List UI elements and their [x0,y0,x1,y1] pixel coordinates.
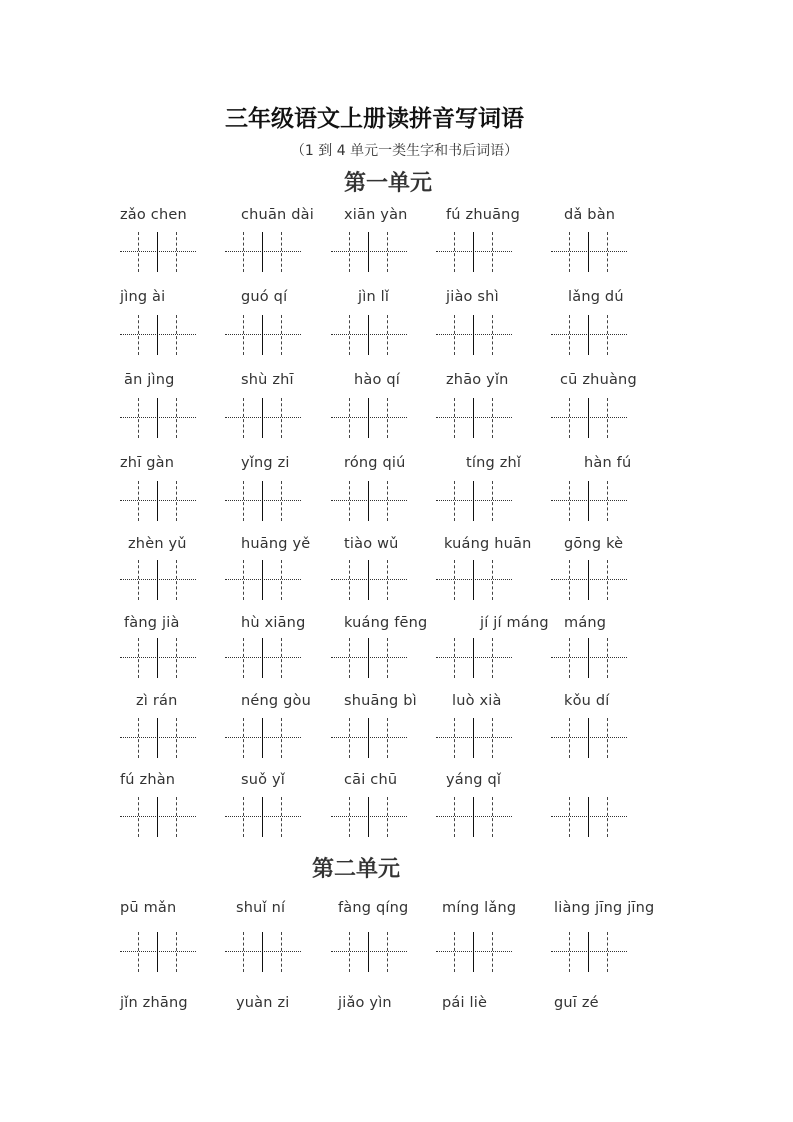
grid-guide-line [262,797,263,837]
pinyin-prompt: jǐn zhāng [120,995,188,1011]
grid-guide-line [387,718,388,758]
grid-guide-line [157,315,158,355]
writing-box[interactable] [551,718,627,758]
grid-guide-line [225,251,301,252]
grid-guide-line [607,232,608,272]
grid-guide-line [473,932,474,972]
grid-guide-line [157,560,158,600]
unit-2-heading: 第二单元 [312,857,401,882]
grid-guide-line [473,398,474,438]
grid-guide-line [157,797,158,837]
writing-box[interactable] [551,797,627,837]
grid-guide-line [607,718,608,758]
writing-box[interactable] [331,718,407,758]
grid-guide-line [588,398,589,438]
grid-guide-line [607,481,608,521]
grid-guide-line [368,315,369,355]
grid-guide-line [262,315,263,355]
pinyin-prompt: pái liè [442,995,488,1011]
grid-guide-line [176,232,177,272]
writing-box[interactable] [436,481,512,521]
grid-guide-line [331,951,407,952]
grid-guide-line [588,560,589,600]
grid-guide-line [281,481,282,521]
grid-guide-line [176,718,177,758]
grid-guide-line [331,500,407,501]
grid-guide-line [387,315,388,355]
grid-guide-line [176,398,177,438]
grid-guide-line [281,232,282,272]
grid-guide-line [473,718,474,758]
grid-guide-line [368,560,369,600]
writing-box[interactable] [331,398,407,438]
grid-guide-line [551,951,627,952]
grid-guide-line [138,481,139,521]
grid-guide-line [387,638,388,678]
writing-box[interactable] [120,718,196,758]
pinyin-prompt: kǒu dí [564,693,610,709]
pinyin-prompt: máng [564,615,607,631]
grid-guide-line [551,657,627,658]
pinyin-prompt: fú zhàn [120,772,176,788]
pinyin-prompt: zì rán [136,693,178,709]
pinyin-prompt: hàn fú [584,455,632,471]
grid-guide-line [569,797,570,837]
grid-guide-line [331,251,407,252]
grid-guide-line [569,232,570,272]
pinyin-prompt: luò xià [452,693,502,709]
grid-guide-line [436,951,512,952]
grid-guide-line [176,932,177,972]
grid-guide-line [138,718,139,758]
writing-box[interactable] [120,232,196,272]
grid-guide-line [138,638,139,678]
pinyin-prompt: hào qí [354,372,400,388]
writing-box[interactable] [120,398,196,438]
grid-guide-line [454,718,455,758]
grid-guide-line [436,251,512,252]
grid-guide-line [349,481,350,521]
grid-guide-line [387,797,388,837]
writing-box[interactable] [225,718,301,758]
grid-guide-line [225,657,301,658]
pinyin-prompt: fàng qíng [338,900,409,916]
pinyin-prompt: míng lǎng [442,900,517,916]
grid-guide-line [387,232,388,272]
grid-guide-line [492,232,493,272]
writing-box[interactable] [436,797,512,837]
grid-guide-line [349,560,350,600]
grid-guide-line [454,315,455,355]
pinyin-prompt: lǎng dú [568,289,624,305]
writing-box[interactable] [331,638,407,678]
worksheet-title: 三年级语文上册读拼音写词语 [225,106,524,132]
grid-guide-line [176,481,177,521]
writing-box[interactable] [225,481,301,521]
grid-guide-line [473,315,474,355]
grid-guide-line [138,797,139,837]
grid-guide-line [243,398,244,438]
grid-guide-line [176,797,177,837]
writing-box[interactable] [120,797,196,837]
worksheet-subtitle: （1 到 4 单元一类生字和书后词语） [290,143,519,159]
grid-guide-line [225,737,301,738]
pinyin-prompt: jí jí máng [480,615,549,631]
pinyin-prompt: suǒ yǐ [241,772,286,788]
grid-guide-line [176,560,177,600]
grid-guide-line [607,315,608,355]
grid-guide-line [243,560,244,600]
grid-guide-line [138,315,139,355]
grid-guide-line [473,797,474,837]
grid-guide-line [349,797,350,837]
grid-guide-line [243,932,244,972]
grid-guide-line [349,398,350,438]
writing-box[interactable] [120,481,196,521]
grid-guide-line [387,398,388,438]
grid-guide-line [281,315,282,355]
grid-guide-line [492,560,493,600]
pinyin-prompt: néng gòu [241,693,311,709]
grid-guide-line [454,481,455,521]
grid-guide-line [176,638,177,678]
writing-box[interactable] [436,718,512,758]
pinyin-prompt: fú zhuāng [446,207,520,223]
writing-box[interactable] [120,638,196,678]
writing-box[interactable] [120,315,196,355]
grid-guide-line [473,560,474,600]
grid-guide-line [588,932,589,972]
grid-guide-line [436,417,512,418]
grid-guide-line [588,718,589,758]
grid-guide-line [607,932,608,972]
writing-box[interactable] [436,932,512,972]
grid-guide-line [262,232,263,272]
grid-guide-line [225,500,301,501]
grid-guide-line [349,638,350,678]
grid-guide-line [569,560,570,600]
writing-box[interactable] [551,638,627,678]
grid-guide-line [281,560,282,600]
grid-guide-line [243,718,244,758]
pinyin-prompt: xiān yàn [344,207,408,223]
grid-guide-line [607,398,608,438]
grid-guide-line [607,638,608,678]
writing-box[interactable] [331,560,407,600]
grid-guide-line [281,718,282,758]
grid-guide-line [551,417,627,418]
grid-guide-line [368,398,369,438]
writing-box[interactable] [225,398,301,438]
grid-guide-line [436,579,512,580]
grid-guide-line [157,718,158,758]
writing-box[interactable] [551,315,627,355]
pinyin-prompt: pū mǎn [120,900,177,916]
grid-guide-line [387,932,388,972]
pinyin-prompt: yáng qǐ [446,772,502,788]
writing-box[interactable] [331,797,407,837]
grid-guide-line [281,398,282,438]
grid-guide-line [436,657,512,658]
writing-box[interactable] [225,797,301,837]
writing-box[interactable] [331,481,407,521]
grid-guide-line [331,657,407,658]
pinyin-prompt: jìng ài [120,289,166,305]
grid-guide-line [349,932,350,972]
pinyin-prompt: cāi chū [344,772,398,788]
pinyin-prompt: liàng jīng jīng [554,900,655,916]
pinyin-prompt: cū zhuàng [560,372,637,388]
grid-guide-line [368,481,369,521]
grid-guide-line [368,232,369,272]
grid-guide-line [225,951,301,952]
grid-guide-line [492,315,493,355]
grid-guide-line [368,718,369,758]
grid-guide-line [492,718,493,758]
writing-box[interactable] [120,560,196,600]
writing-box[interactable] [331,315,407,355]
grid-guide-line [454,797,455,837]
grid-guide-line [551,737,627,738]
grid-guide-line [492,481,493,521]
writing-box[interactable] [225,932,301,972]
grid-guide-line [473,481,474,521]
grid-guide-line [551,500,627,501]
grid-guide-line [454,232,455,272]
pinyin-prompt: zhèn yǔ [128,536,187,552]
grid-guide-line [588,481,589,521]
pinyin-prompt: hù xiāng [241,615,306,631]
grid-guide-line [243,481,244,521]
pinyin-prompt: jiǎo yìn [338,995,392,1011]
pinyin-prompt: kuáng fēng [344,615,428,631]
pinyin-prompt: gōng kè [564,536,624,552]
pinyin-prompt: róng qiú [344,455,406,471]
grid-guide-line [157,398,158,438]
grid-guide-line [588,797,589,837]
pinyin-prompt: shuāng bì [344,693,417,709]
grid-guide-line [243,797,244,837]
grid-guide-line [262,718,263,758]
grid-guide-line [157,232,158,272]
grid-guide-line [569,481,570,521]
grid-guide-line [492,797,493,837]
grid-guide-line [281,797,282,837]
grid-guide-line [436,737,512,738]
grid-guide-line [569,718,570,758]
grid-guide-line [262,398,263,438]
grid-guide-line [473,232,474,272]
pinyin-prompt: tíng zhǐ [466,455,522,471]
pinyin-prompt: dǎ bàn [564,207,616,223]
writing-box[interactable] [225,315,301,355]
grid-guide-line [569,638,570,678]
grid-guide-line [349,232,350,272]
grid-guide-line [349,718,350,758]
pinyin-prompt: zhī gàn [120,455,175,471]
grid-guide-line [607,797,608,837]
grid-guide-line [120,816,196,817]
grid-guide-line [120,951,196,952]
grid-guide-line [551,251,627,252]
grid-guide-line [225,579,301,580]
writing-box[interactable] [436,398,512,438]
pinyin-prompt: huāng yě [241,536,311,552]
grid-guide-line [368,797,369,837]
grid-guide-line [138,232,139,272]
grid-guide-line [569,932,570,972]
writing-box[interactable] [551,481,627,521]
pinyin-prompt: chuān dài [241,207,314,223]
grid-guide-line [225,334,301,335]
grid-guide-line [492,932,493,972]
grid-guide-line [120,737,196,738]
grid-guide-line [120,657,196,658]
grid-guide-line [281,638,282,678]
grid-guide-line [331,579,407,580]
writing-box[interactable] [225,232,301,272]
grid-guide-line [120,579,196,580]
pinyin-prompt: guī zé [554,995,599,1011]
pinyin-prompt: shù zhī [241,372,294,388]
writing-box[interactable] [120,932,196,972]
writing-box[interactable] [551,398,627,438]
grid-guide-line [387,560,388,600]
grid-guide-line [436,500,512,501]
grid-guide-line [588,315,589,355]
grid-guide-line [551,816,627,817]
writing-box[interactable] [225,560,301,600]
grid-guide-line [331,737,407,738]
grid-guide-line [436,334,512,335]
grid-guide-line [176,315,177,355]
writing-box[interactable] [436,315,512,355]
grid-guide-line [569,315,570,355]
writing-box[interactable] [436,560,512,600]
grid-guide-line [138,398,139,438]
grid-guide-line [225,816,301,817]
pinyin-prompt: ān jìng [124,372,175,388]
writing-box[interactable] [436,232,512,272]
grid-guide-line [349,315,350,355]
grid-guide-line [225,417,301,418]
grid-guide-line [387,481,388,521]
grid-guide-line [243,232,244,272]
pinyin-prompt: jiào shì [446,289,499,305]
grid-guide-line [157,481,158,521]
grid-guide-line [551,334,627,335]
pinyin-prompt: yuàn zi [236,995,290,1011]
grid-guide-line [454,638,455,678]
grid-guide-line [588,232,589,272]
grid-guide-line [492,398,493,438]
grid-guide-line [243,638,244,678]
grid-guide-line [138,560,139,600]
grid-guide-line [331,417,407,418]
pinyin-prompt: kuáng huān [444,536,532,552]
grid-guide-line [331,816,407,817]
grid-guide-line [454,398,455,438]
writing-box[interactable] [436,638,512,678]
unit-1-heading: 第一单元 [344,171,433,196]
grid-guide-line [454,932,455,972]
grid-guide-line [368,932,369,972]
writing-box[interactable] [551,560,627,600]
pinyin-prompt: shuǐ ní [236,900,286,916]
pinyin-prompt: tiào wǔ [344,536,399,552]
grid-guide-line [331,334,407,335]
grid-guide-line [588,638,589,678]
pinyin-prompt: yǐng zi [241,455,290,471]
grid-guide-line [454,560,455,600]
writing-box[interactable] [551,932,627,972]
grid-guide-line [569,398,570,438]
grid-guide-line [473,638,474,678]
writing-box[interactable] [551,232,627,272]
pinyin-prompt: zǎo chen [120,207,187,223]
pinyin-prompt: guó qí [241,289,288,305]
grid-guide-line [262,638,263,678]
grid-guide-line [262,560,263,600]
pinyin-prompt: fàng jià [124,615,180,631]
grid-guide-line [138,932,139,972]
grid-guide-line [120,500,196,501]
grid-guide-line [120,417,196,418]
grid-guide-line [243,315,244,355]
grid-guide-line [436,816,512,817]
writing-box[interactable] [331,932,407,972]
grid-guide-line [157,932,158,972]
grid-guide-line [157,638,158,678]
grid-guide-line [262,481,263,521]
grid-guide-line [492,638,493,678]
grid-guide-line [281,932,282,972]
grid-guide-line [120,251,196,252]
grid-guide-line [368,638,369,678]
grid-guide-line [607,560,608,600]
writing-box[interactable] [331,232,407,272]
grid-guide-line [262,932,263,972]
pinyin-prompt: jìn lǐ [358,289,390,305]
grid-guide-line [551,579,627,580]
pinyin-prompt: zhāo yǐn [446,372,509,388]
grid-guide-line [120,334,196,335]
writing-box[interactable] [225,638,301,678]
